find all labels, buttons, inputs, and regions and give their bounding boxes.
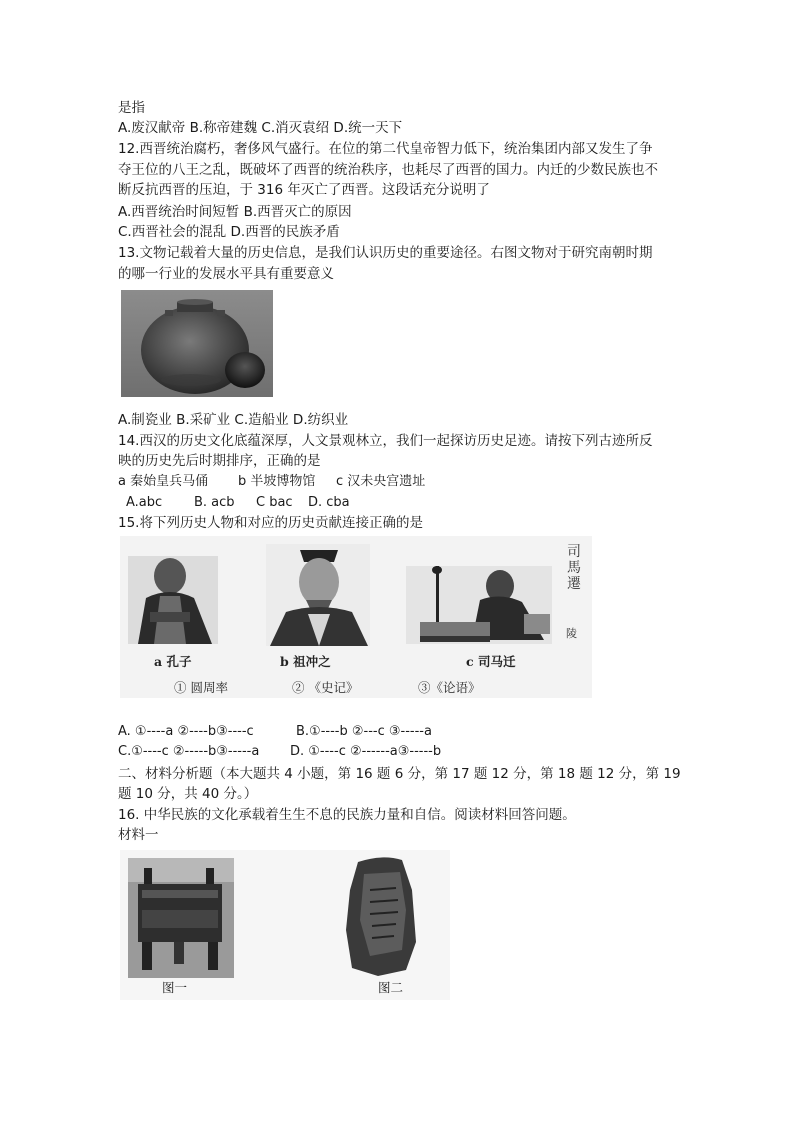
zu-chongzhi-portrait [266,544,370,646]
q12-line-1: 12.西晋统治腐朽，奢侈风气盛行。在位的第二代皇帝智力低下，统治集团内部又发生了争 [118,141,653,157]
q14-line-1: 14.西汉的历史文化底蕴深厚，人文景观林立，我们一起探访历史足迹。请按下列古迹所反 [118,433,653,449]
q14-option-c: C bac [256,495,293,510]
q14-option-d: D. cba [308,495,350,510]
stone-tablet-image [346,857,416,976]
seal-char-1: 司 [567,544,581,560]
caption-confucius: a 孔子 [154,654,192,669]
q14-item-c: c 汉未央宫遗址 [336,474,426,489]
q12-options-cd: C.西晋社会的混乱 D.西晋的民族矛盾 [118,224,340,240]
figure-1-caption: 图一 [162,980,188,995]
q13-options: A.制瓷业 B.采矿业 C.造船业 D.纺织业 [118,412,349,428]
q11-tail: 是指 [118,100,145,116]
work-3: ③《论语》 [418,680,481,695]
section2-heading-line-1: 二、材料分析题（本大题共 4 小题，第 16 题 6 分，第 17 题 12 分，第 18 题 12 分，第 19 [118,766,681,782]
q15-option-d: D. ①----c ②------a③-----b [290,744,442,759]
caption-zu-chongzhi: b 祖冲之 [280,654,331,669]
caption-sima-qian: c 司马迁 [466,654,516,669]
q11-options: A.废汉献帝 B.称帝建魏 C.消灭袁绍 D.统一天下 [118,120,403,136]
q12-options-ab: A.西晋统治时间短暂 B.西晋灭亡的原因 [118,204,352,220]
seal-char-3: 遷 [567,576,581,592]
q13-line-2: 的哪一行业的发展水平具有重要意义 [118,266,334,282]
q14-item-b: b 半坡博物馆 [238,474,316,489]
q13-line-1: 13.文物记载着大量的历史信息，是我们认识历史的重要途径。右图文物对于研究南朝时期 [118,245,653,261]
q16-prompt: 16. 中华民族的文化承载着生生不息的民族力量和自信。阅读材料回答问题。 [118,807,576,823]
q12-line-3: 断反抗西晋的压迫，于 316 年灭亡了西晋。这段话充分说明了 [118,182,490,198]
q15-option-c: C.①----c ②-----b③-----a [118,744,260,759]
q14-option-b: B. acb [194,495,235,510]
porcelain-jar-image [121,290,273,397]
q15-title: 15.将下列历史人物和对应的历史贡献连接正确的是 [118,515,423,531]
q14-item-a: a 秦始皇兵马俑 [118,474,209,489]
seal-char-extra: 陵 [566,627,577,640]
q14-line-2: 映的历史先后时期排序，正确的是 [118,453,321,469]
material-one-figure [120,850,450,1000]
q15-figure [120,536,592,698]
material-one-label: 材料一 [118,827,159,843]
confucius-portrait [128,556,218,644]
q12-line-2: 夺王位的八王之乱，既破坏了西晋的统治秩序，也耗尽了西晋的国力。内迁的少数民族也不 [118,162,658,178]
bronze-ding-image [128,858,234,978]
q14-option-a: A.abc [126,495,163,510]
figure-2-caption: 图二 [378,980,404,995]
seal-char-2: 馬 [567,560,581,576]
sima-qian-portrait [406,566,552,644]
q15-option-b: B.①----b ②---c ③-----a [296,724,432,739]
section2-heading-line-2: 题 10 分，共 40 分。） [118,786,258,802]
q15-option-a: A. ①----a ②----b③----c [118,724,254,739]
work-1: ① 圆周率 [174,680,228,695]
work-2: ② 《史记》 [292,680,359,695]
